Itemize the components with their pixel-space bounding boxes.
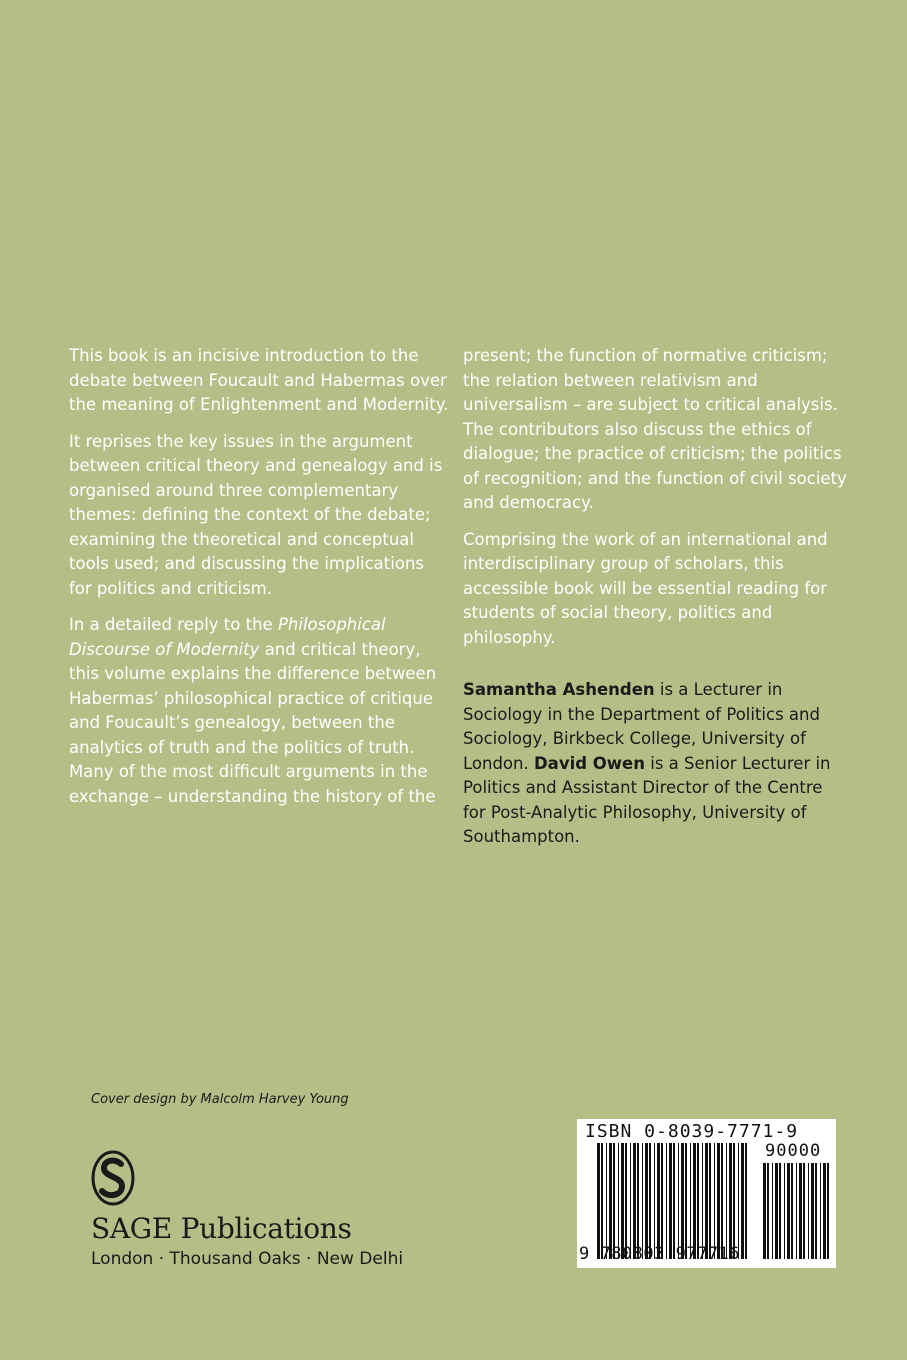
right-text-column bbox=[463, 344, 848, 862]
isbn-barcode bbox=[577, 1119, 836, 1268]
reply-intro-text: In a detailed reply to the bbox=[69, 615, 278, 634]
intro-paragraph: This book is an incisive introduction to the debate between Foucault and Habermas over the meaning of Enlightenment and Modernity. bbox=[69, 346, 449, 414]
barcode-addon-number: 90000 bbox=[765, 1141, 822, 1161]
editor-name-owen: David Owen bbox=[533, 753, 645, 773]
book-title-italic: Philosophical Discourse of Modernity bbox=[69, 615, 386, 659]
continuation-paragraph: present; the function of normative criticism; the relation between relativism and universalism – are subject to critical analysis. The contributors also discuss the ethics of dialogue; the practice of criticism; the politics of recognition; and the function of civil society and democracy. bbox=[463, 346, 847, 512]
barcode-ean-number: 9 780803 977716 bbox=[579, 1244, 741, 1264]
cover-design-credit: Cover design by Malcolm Harvey Young bbox=[91, 1092, 349, 1107]
publisher-cities: London · Thousand Oaks · New Delhi bbox=[91, 1249, 404, 1269]
reply-paragraph bbox=[69, 613, 449, 809]
editor-name-ashenden: Samantha Ashenden bbox=[463, 680, 655, 699]
audience-paragraph: Comprising the work of an international and interdisciplinary group of scholars, this accessible book will be essential reading for students of social theory, politics and philosophy. bbox=[463, 529, 828, 647]
left-text-column bbox=[69, 344, 449, 821]
themes-paragraph: It reprises the key issues in the argument between critical theory and genealogy and is organised around three complementary themes: defining the context of the debate; examining the theoretical and conceptual tools used; and discussing the implications for politics and criticism. bbox=[69, 431, 443, 598]
editors-bio bbox=[463, 678, 848, 850]
sage-s-logo-icon bbox=[91, 1150, 135, 1206]
editor-bio-ashenden: is a Lecturer in Sociology in the Department of Politics and Sociology, Birkbeck College, University of London. bbox=[463, 680, 820, 773]
reply-rest-text: and critical theory, this volume explains the difference between Habermas’ philosophical practice of critique and Foucault’s genealogy, between the analytics of truth and the politics of truth. Many of the most difficult arguments in the exchange – understanding the history of the bbox=[69, 639, 437, 806]
publisher-name: SAGE Publications bbox=[91, 1212, 352, 1245]
isbn-label: ISBN 0-8039-7771-9 bbox=[585, 1121, 799, 1142]
editor-bio-owen: is a Senior Lecturer in Politics and Assistant Director of the Centre for Post-Analytic Philosophy, University of Southampton. bbox=[463, 753, 831, 846]
